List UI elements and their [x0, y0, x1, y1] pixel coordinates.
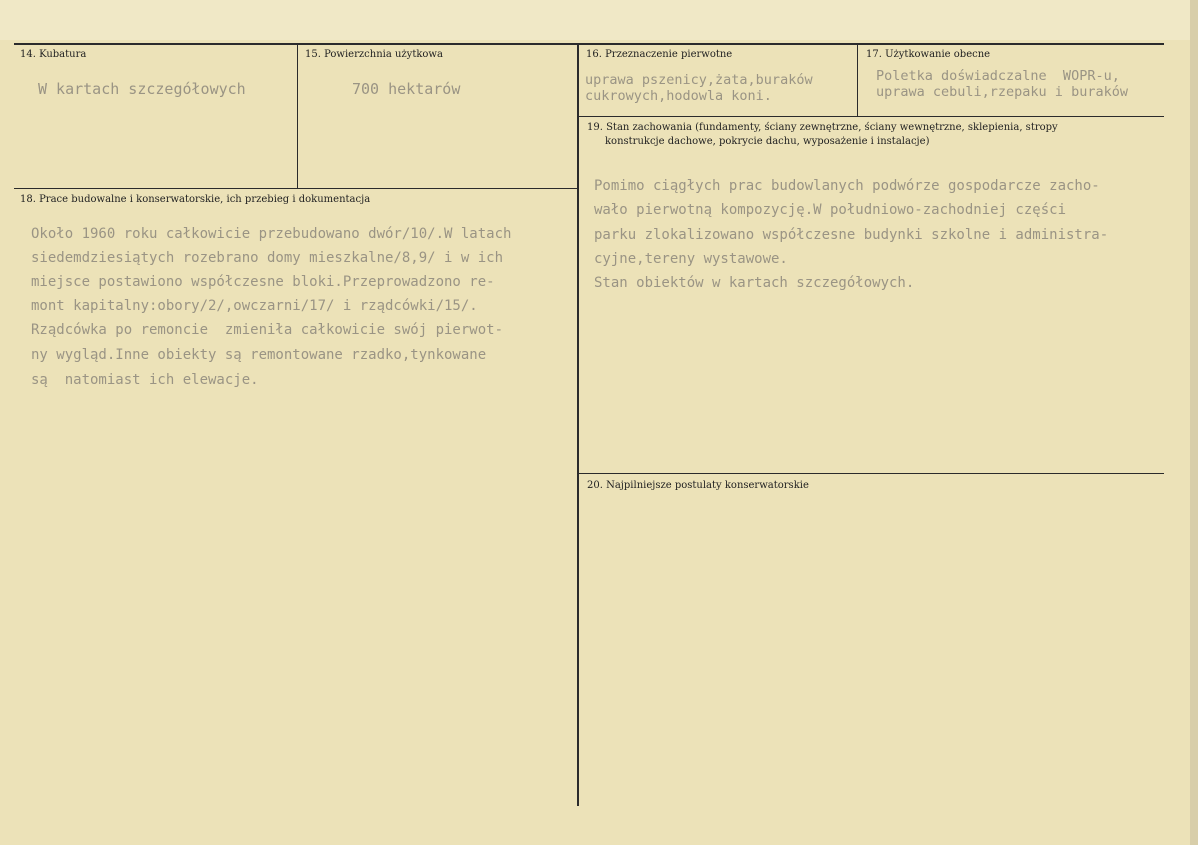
section-18-line: są natomiast ich elewacje.	[31, 372, 259, 388]
section-14-value: W kartach szczegółowych	[38, 80, 246, 98]
divider-14-15	[297, 44, 298, 188]
section-18-label: 18. Prace budowalne i konserwatorskie, ich przebieg i dokumentacja	[20, 194, 371, 205]
section-19-line: Pomimo ciągłych prac budowlanych podwórze gospodarcze zacho-	[594, 178, 1100, 194]
section-16-line: cukrowych,hodowla koni.	[585, 88, 772, 104]
section-19-label: 19. Stan zachowania (fundamenty, ściany zewnętrzne, ściany wewnętrzne, sklepienia, stropy	[587, 122, 1058, 133]
section-18-line: miejsce postawiono współczesne bloki.Przeprowadzono re-	[31, 274, 495, 290]
section-16-label: 16. Przeznaczenie pierwotne	[586, 49, 733, 60]
section-17-label: 17. Użytkowanie obecne	[866, 49, 991, 60]
rule-above-20	[578, 473, 1164, 474]
section-15-label: 15. Powierzchnia użytkowa	[305, 49, 443, 60]
section-19-label-continued: konstrukcje dachowe, pokrycie dachu, wyposażenie i instalacje)	[605, 136, 930, 147]
rule-above-18	[14, 188, 578, 189]
section-18-line: mont kapitalny:obory/2/,owczarni/17/ i rządcówki/15/.	[31, 298, 478, 314]
section-20-label: 20. Najpilniejsze postulaty konserwatorskie	[587, 480, 809, 491]
top-rule	[14, 43, 1164, 45]
card-right-edge	[1190, 0, 1198, 845]
divider-15-16	[577, 44, 579, 806]
section-18-line: Około 1960 roku całkowicie przebudowano dwór/10/.W latach	[31, 226, 512, 242]
section-19-line: cyjne,tereny wystawowe.	[594, 251, 788, 267]
section-19-line: wało pierwotną kompozycję.W południowo-zachodniej części	[594, 202, 1067, 218]
section-18-line: ny wygląd.Inne obiekty są remontowane rzadko,tynkowane	[31, 347, 487, 363]
divider-16-17	[857, 44, 858, 116]
section-17-line: Poletka doświadczalne WOPR-u,	[876, 68, 1120, 84]
section-15-value: 700 hektarów	[352, 80, 461, 98]
section-17-line: uprawa cebuli,rzepaku i buraków	[876, 84, 1128, 100]
section-19-line: parku zlokalizowano współczesne budynki szkolne i administra-	[594, 227, 1109, 243]
rule-above-19	[578, 116, 1164, 117]
section-18-line: siedemdziesiątych rozebrano domy mieszkalne/8,9/ i w ich	[31, 250, 504, 266]
card-top-band	[0, 0, 1198, 40]
section-14-label: 14. Kubatura	[20, 49, 87, 60]
section-16-line: uprawa pszenicy,żata,buraków	[585, 72, 813, 88]
section-19-line: Stan obiektów w kartach szczegółowych.	[594, 275, 915, 291]
section-18-line: Rządcówka po remoncie zmieniła całkowicie swój pierwot-	[31, 322, 504, 338]
